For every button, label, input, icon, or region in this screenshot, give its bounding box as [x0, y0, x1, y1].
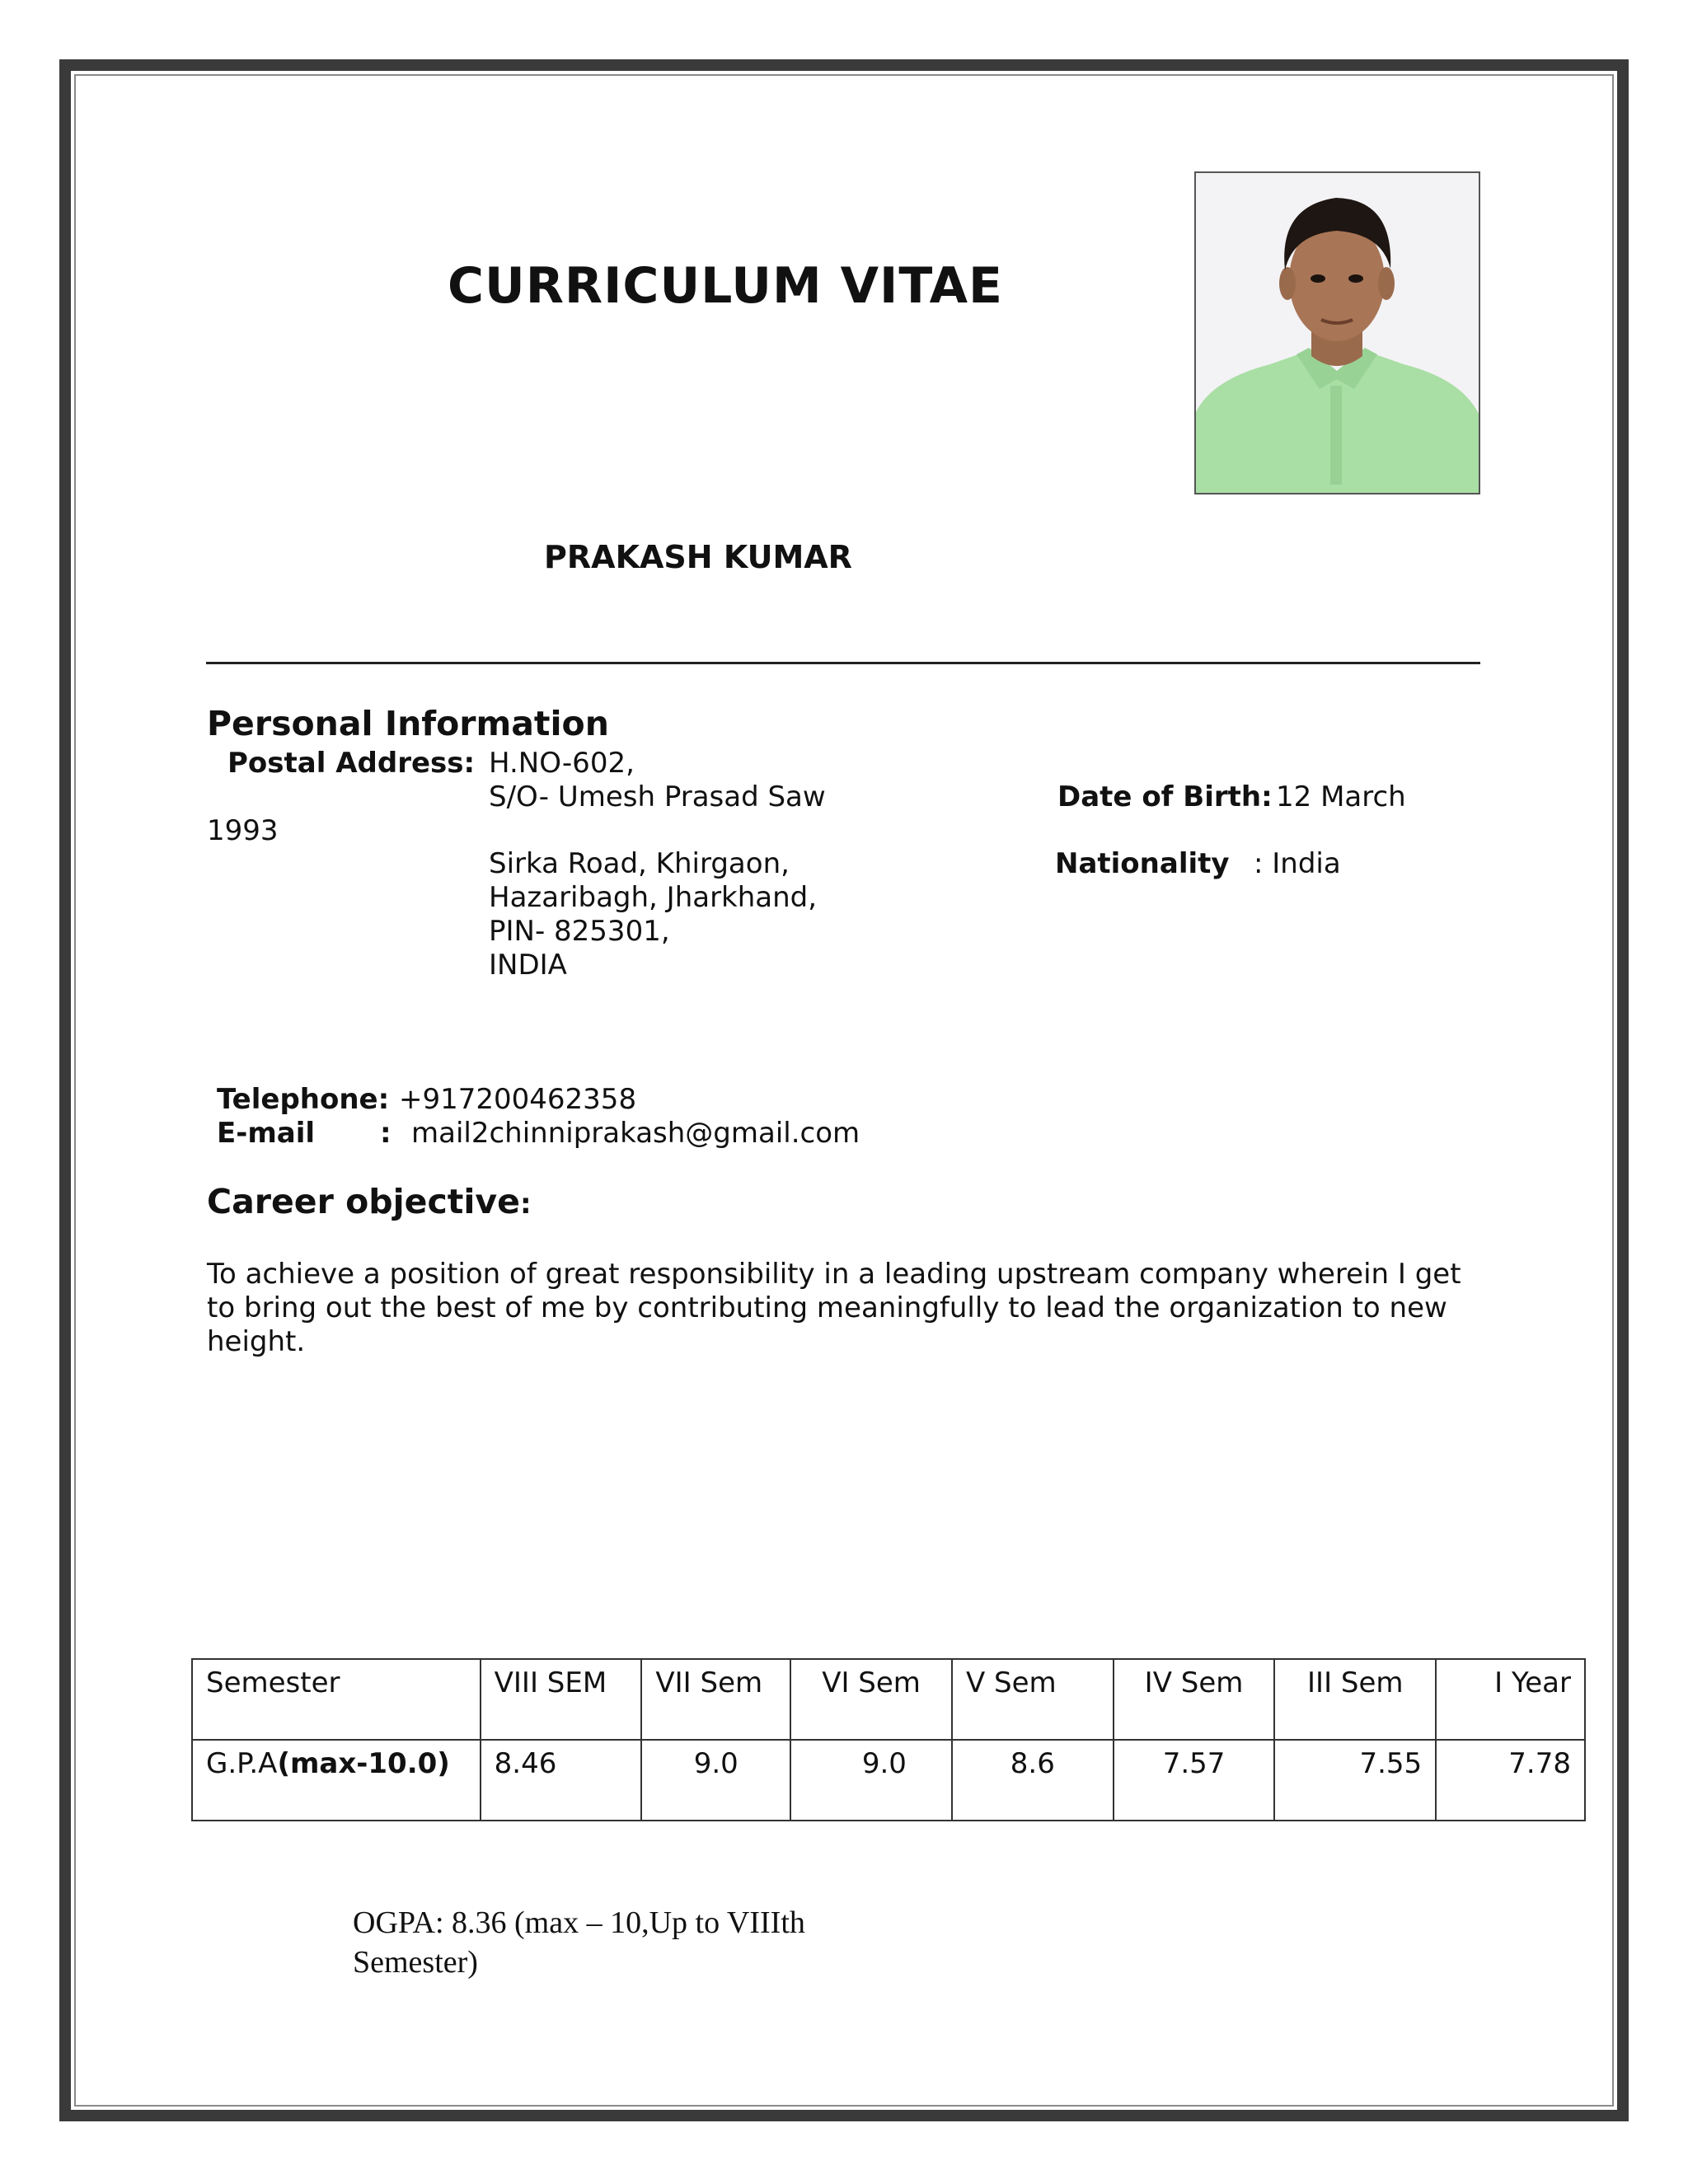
personal-info-heading: Personal Information	[207, 704, 609, 743]
table-header-cell: I Year	[1436, 1659, 1585, 1740]
address-line: INDIA	[489, 949, 567, 982]
telephone-label: Telephone:	[217, 1083, 390, 1116]
address-line: H.NO-602,	[489, 747, 635, 780]
address-line: S/O- Umesh Prasad Saw	[489, 780, 826, 813]
dob-year: 1993	[207, 814, 279, 847]
gpa-label-plain: G.P.A	[206, 1747, 278, 1780]
table-cell: 7.55	[1274, 1740, 1436, 1821]
email-separator: :	[380, 1117, 392, 1150]
table-cell: 7.78	[1436, 1740, 1585, 1821]
dob-value: 12 March	[1276, 780, 1406, 813]
telephone-value: +917200462358	[399, 1083, 637, 1116]
career-text-line: To achieve a position of great responsibility in a leading upstream company wherein I get	[207, 1258, 1461, 1291]
gpa-row-label	[192, 1740, 481, 1821]
ogpa-line: Semester)	[353, 1945, 478, 1980]
table-cell: 8.46	[481, 1740, 642, 1821]
career-text-line: to bring out the best of me by contributing meaningfully to lead the organization to new	[207, 1291, 1447, 1324]
email-value: mail2chinniprakash@gmail.com	[411, 1117, 860, 1150]
dob-label: Date of Birth:	[1057, 780, 1273, 813]
address-line: PIN- 825301,	[489, 915, 670, 948]
table-header-cell: VII Sem	[641, 1659, 790, 1740]
gpa-label-bold: (max-10.0)	[277, 1747, 450, 1780]
table-header-cell: VI Sem	[790, 1659, 952, 1740]
candidate-name: PRAKASH KUMAR	[544, 539, 852, 575]
table-header-cell: VIII SEM	[481, 1659, 642, 1740]
profile-photo	[1194, 171, 1480, 494]
table-header-row	[192, 1659, 1585, 1740]
email-label: E-mail	[217, 1117, 316, 1150]
document-title: CURRICULUM VITAE	[447, 257, 1004, 315]
career-text-line: height.	[207, 1325, 306, 1358]
table-cell: 9.0	[790, 1740, 952, 1821]
nationality-value: : India	[1254, 847, 1341, 880]
table-cell: 9.0	[641, 1740, 790, 1821]
address-line: Hazaribagh, Jharkhand,	[489, 881, 818, 914]
gpa-table	[191, 1658, 1586, 1821]
table-header-cell: Semester	[192, 1659, 481, 1740]
table-cell: 8.6	[952, 1740, 1114, 1821]
table-row	[192, 1740, 1585, 1821]
table-cell: 7.57	[1114, 1740, 1275, 1821]
career-objective-heading	[207, 1182, 532, 1221]
header-divider	[206, 662, 1480, 664]
table-header-cell: III Sem	[1274, 1659, 1436, 1740]
table-header-cell: IV Sem	[1114, 1659, 1275, 1740]
career-heading-text: Career objective	[207, 1182, 520, 1221]
career-heading-colon: :	[519, 1188, 532, 1221]
ogpa-line: OGPA: 8.36 (max – 10,Up to VIIIth	[353, 1905, 805, 1940]
table-header-cell: V Sem	[952, 1659, 1114, 1740]
nationality-label: Nationality	[1055, 847, 1230, 880]
address-line: Sirka Road, Khirgaon,	[489, 847, 790, 880]
postal-address-label: Postal Address:	[227, 747, 476, 780]
